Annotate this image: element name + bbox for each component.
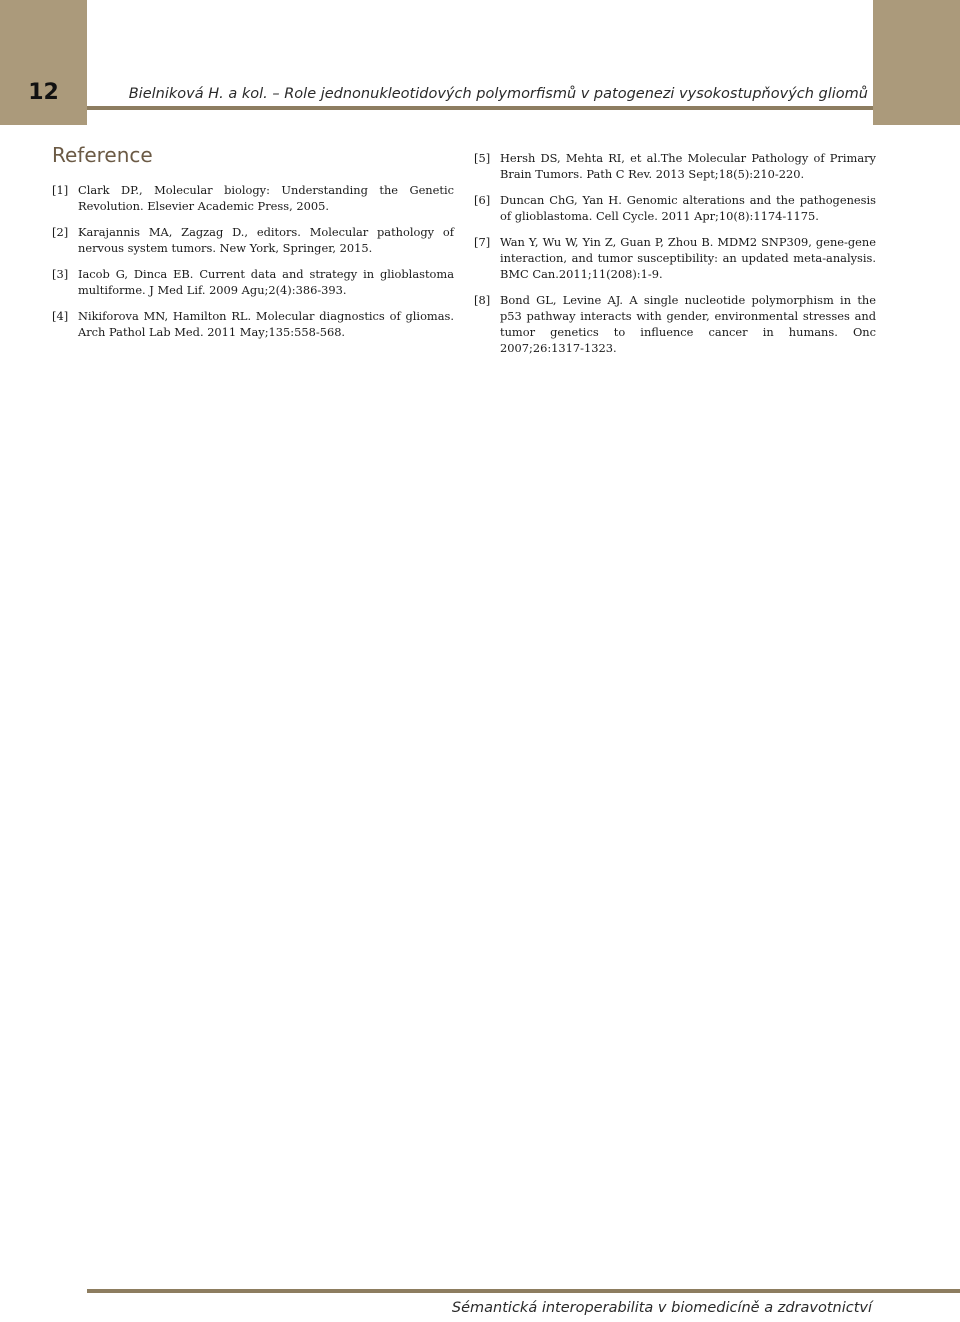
reference-label: [8] <box>474 293 491 307</box>
reference-label: [6] <box>474 193 491 207</box>
page-number: 12 <box>28 80 59 105</box>
reference-text: Wan Y, Wu W, Yin Z, Guan P, Zhou B. MDM2 SNP309, gene-gene interaction, and tumor susceptibility: an updated meta-analysis. BMC Can.2011;11(208):1-9. <box>500 235 876 281</box>
header-tab-right <box>873 0 960 125</box>
reference-text: Nikiforova MN, Hamilton RL. Molecular diagnostics of gliomas. Arch Pathol Lab Med. 2011 May;135:558-568. <box>78 309 454 339</box>
running-title: Bielniková H. a kol. – Role jednonukleotidových polymorfismů v patogenezi vysokostupňových gliomů <box>128 86 868 102</box>
reference-label: [1] <box>52 183 69 197</box>
reference-item <box>52 182 454 214</box>
reference-text: Hersh DS, Mehta RI, et al.The Molecular Pathology of Primary Brain Tumors. Path C Rev. 2013 Sept;18(5):210-220. <box>500 151 876 181</box>
reference-text: Karajannis MA, Zagzag D., editors. Molecular pathology of nervous system tumors. New York, Springer, 2015. <box>78 225 454 255</box>
header-rule <box>87 106 873 110</box>
reference-item <box>474 234 876 282</box>
reference-label: [4] <box>52 309 69 323</box>
references-left-column <box>52 182 454 350</box>
references-right-column <box>474 150 876 366</box>
reference-item <box>474 192 876 224</box>
reference-label: [2] <box>52 225 69 239</box>
footer-rule <box>87 1289 960 1293</box>
reference-item <box>474 150 876 182</box>
reference-label: [5] <box>474 151 491 165</box>
section-title: Reference <box>52 143 153 167</box>
reference-item <box>474 292 876 356</box>
reference-text: Bond GL, Levine AJ. A single nucleotide polymorphism in the p53 pathway interacts with gender, environmental stresses and tumor genetics to influence cancer in humans. Onc 2007;26:1317-1323. <box>500 293 876 355</box>
reference-text: Duncan ChG, Yan H. Genomic alterations and the pathogenesis of glioblastoma. Cell Cycle. 2011 Apr;10(8):1174-1175. <box>500 193 876 223</box>
reference-label: [3] <box>52 267 69 281</box>
reference-item <box>52 266 454 298</box>
reference-text: Clark DP., Molecular biology: Understanding the Genetic Revolution. Elsevier Academic Press, 2005. <box>78 183 454 213</box>
reference-item <box>52 224 454 256</box>
reference-label: [7] <box>474 235 491 249</box>
footer-text: Sémantická interoperabilita v biomedicíně a zdravotnictví <box>451 1300 872 1316</box>
reference-item <box>52 308 454 340</box>
header-tab-left <box>0 0 87 125</box>
reference-text: Iacob G, Dinca EB. Current data and strategy in glioblastoma multiforme. J Med Lif. 2009 Agu;2(4):386-393. <box>78 267 454 297</box>
